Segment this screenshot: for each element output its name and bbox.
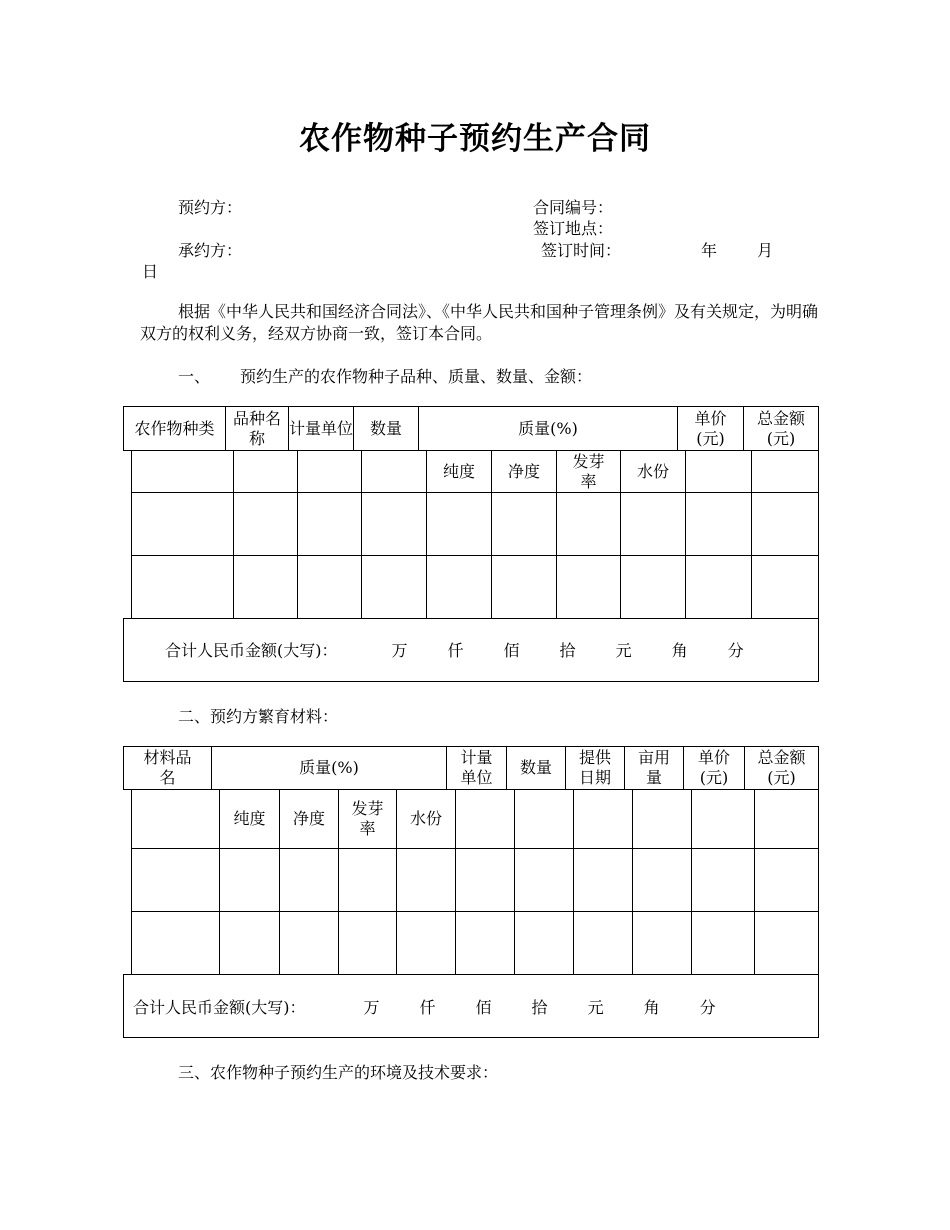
header-material: 材料品名 bbox=[143, 748, 192, 787]
unit-fen: 分 bbox=[727, 641, 744, 660]
sign-place-label: 签订地点： bbox=[533, 219, 614, 238]
unit-qian-2: 仟 bbox=[419, 998, 436, 1017]
contractor-label: 承约方： bbox=[178, 241, 243, 260]
unit-jiao-2: 角 bbox=[643, 998, 660, 1017]
total-amount-row bbox=[165, 640, 744, 661]
section1-heading: 预约生产的农作物种子品种、质量、数量、金额： bbox=[240, 367, 593, 386]
subheader-germination: 发芽率 bbox=[572, 451, 605, 491]
header-total-2: 总金额(元) bbox=[757, 748, 806, 787]
unit-wan: 万 bbox=[391, 641, 408, 660]
sign-time-label: 签订时间： bbox=[541, 241, 622, 260]
header-quantity: 数量 bbox=[369, 418, 402, 438]
intro-paragraph: 根据《中华人民共和国经济合同法》、《中华人民共和国种子管理条例》及有关规定，为明确双方的权利义务，经双方协商一致，签订本合同。 bbox=[140, 302, 819, 343]
sign-day-label: 日 bbox=[142, 262, 159, 281]
unit-fen-2: 分 bbox=[699, 998, 716, 1017]
subheader-moisture-2: 水份 bbox=[409, 809, 442, 828]
subheader-purity-2: 纯度 bbox=[233, 809, 266, 828]
contract-no-label: 合同编号： bbox=[533, 198, 614, 217]
subheader-cleanliness: 净度 bbox=[507, 461, 540, 481]
unit-jiao: 角 bbox=[671, 641, 688, 660]
reserver-label: 预约方： bbox=[178, 198, 243, 217]
unit-qian: 仟 bbox=[447, 641, 464, 660]
header-unit-price-2: 单价(元) bbox=[697, 748, 730, 787]
unit-bai: 佰 bbox=[503, 641, 520, 660]
section2-heading: 二、预约方繁育材料： bbox=[178, 707, 339, 726]
subheader-cleanliness-2: 净度 bbox=[292, 809, 325, 828]
unit-shi: 拾 bbox=[559, 641, 576, 660]
header-unit-2: 计量单位 bbox=[460, 748, 493, 787]
total-amount-label-2: 合计人民币金额(大写)： bbox=[133, 998, 306, 1017]
header-supply-date: 提供日期 bbox=[578, 748, 611, 787]
unit-yuan-2: 元 bbox=[587, 998, 604, 1017]
unit-bai-2: 佰 bbox=[475, 998, 492, 1017]
section1-number: 一、 bbox=[178, 367, 211, 386]
header-total: 总金额(元) bbox=[756, 408, 805, 448]
header-quality-2: 质量(%) bbox=[299, 758, 359, 777]
header-quantity-2: 数量 bbox=[519, 758, 552, 777]
total-amount-label: 合计人民币金额(大写)： bbox=[165, 641, 338, 660]
sign-month-label: 月 bbox=[757, 241, 774, 260]
subheader-moisture: 水份 bbox=[636, 461, 669, 481]
unit-wan-2: 万 bbox=[363, 998, 380, 1017]
header-unit: 计量单位 bbox=[289, 418, 354, 438]
subheader-germination-2: 发芽率 bbox=[351, 799, 384, 838]
header-unit-price: 单价(元) bbox=[694, 408, 727, 448]
header-per-mu: 亩用量 bbox=[637, 748, 670, 787]
header-variety: 品种名称 bbox=[232, 408, 281, 448]
header-crop-type: 农作物种类 bbox=[134, 418, 215, 438]
total-amount-row-2 bbox=[133, 997, 716, 1018]
header-quality: 质量(%) bbox=[518, 418, 578, 438]
unit-shi-2: 拾 bbox=[531, 998, 548, 1017]
subheader-purity: 纯度 bbox=[442, 461, 475, 481]
sign-year-label: 年 bbox=[701, 241, 718, 260]
section3-heading: 三、农作物种子预约生产的环境及技术要求： bbox=[178, 1063, 499, 1082]
page-title: 农作物种子预约生产合同 bbox=[299, 121, 651, 157]
unit-yuan: 元 bbox=[615, 641, 632, 660]
